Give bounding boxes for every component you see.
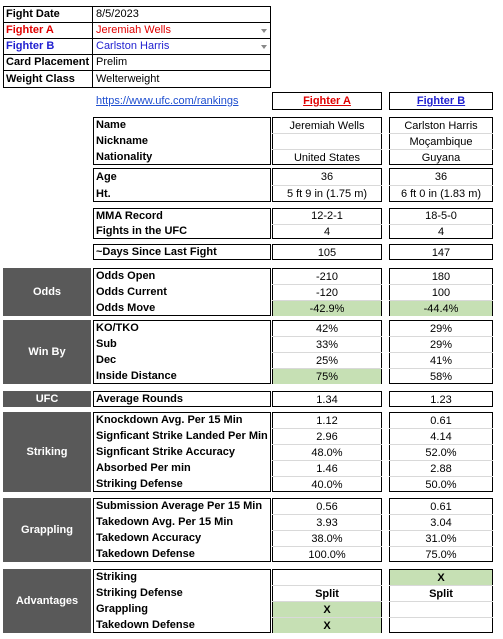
fighter-b-value: 50.0% bbox=[425, 478, 457, 491]
row-divider bbox=[272, 428, 382, 429]
fighter-b-select[interactable] bbox=[93, 38, 271, 54]
fighter-a-value: 105 bbox=[317, 246, 337, 259]
fighter-b-value: 0.61 bbox=[430, 414, 452, 427]
fighter-a-value: 1.46 bbox=[316, 462, 338, 475]
row-divider bbox=[272, 514, 382, 515]
stat-label-takedown-defense: Takedown Defense bbox=[96, 619, 195, 631]
fighter-b-value: 6 ft 0 in (1.83 m) bbox=[400, 188, 482, 200]
row-divider bbox=[389, 284, 493, 285]
row-divider bbox=[272, 133, 382, 134]
fighter-a-value: -120 bbox=[315, 286, 339, 299]
stat-label-striking-defense: Striking Defense bbox=[96, 478, 183, 490]
fighter-b-value: 18-5-0 bbox=[425, 210, 457, 223]
chevron-down-icon[interactable] bbox=[261, 45, 267, 49]
stat-label-odds-open: Odds Open bbox=[96, 270, 156, 282]
rankings-link[interactable]: https://www.ufc.com/rankings bbox=[96, 95, 239, 107]
fighter-b-value: 52.0% bbox=[425, 446, 457, 459]
stat-label-grappling: Grappling bbox=[96, 603, 148, 615]
fighter-b-value: 36 bbox=[434, 171, 448, 183]
fighter-b-value: 1.23 bbox=[430, 393, 452, 406]
stat-label-absorbed-per-min: Absorbed Per min bbox=[96, 462, 191, 474]
row-divider bbox=[272, 530, 382, 531]
fighter-a-value: 48.0% bbox=[311, 446, 343, 459]
row-divider bbox=[389, 514, 493, 515]
row-divider bbox=[389, 444, 493, 445]
stat-label-days-since-last-fight: ~Days Since Last Fight bbox=[96, 246, 217, 258]
fighter-b-value: 3.04 bbox=[430, 516, 452, 529]
row-divider bbox=[389, 352, 493, 353]
row-divider bbox=[389, 428, 493, 429]
row-divider bbox=[272, 546, 382, 547]
fighter-a-value: 42% bbox=[315, 322, 339, 335]
row-divider bbox=[389, 476, 493, 477]
stat-label-signficant-strike-accuracy: Signficant Strike Accuracy bbox=[96, 446, 235, 458]
section-label-ufc: UFC bbox=[3, 391, 91, 407]
fighter-b-value: 0.61 bbox=[430, 500, 452, 513]
fighter-b-value: 41% bbox=[429, 354, 453, 367]
stat-label-dec: Dec bbox=[96, 354, 117, 366]
fighter-a-value: Split bbox=[315, 587, 339, 600]
fighter-b-value: 4 bbox=[437, 225, 445, 238]
row-divider bbox=[389, 460, 493, 461]
fighter-a-value: 0.56 bbox=[316, 500, 338, 513]
fighter-b-header: Fighter B bbox=[416, 95, 466, 107]
stat-label-age: Age bbox=[96, 170, 117, 183]
stat-label-odds-current: Odds Current bbox=[96, 286, 167, 298]
stat-label-odds-move: Odds Move bbox=[96, 302, 156, 314]
row-divider bbox=[389, 336, 493, 337]
stat-label-ko-tko: KO/TKO bbox=[96, 322, 139, 334]
card-placement-value[interactable]: Prelim bbox=[96, 56, 128, 68]
row-divider bbox=[389, 617, 493, 618]
row-divider bbox=[389, 185, 493, 186]
row-divider bbox=[272, 601, 382, 602]
fighter-a-value: -210 bbox=[315, 270, 339, 283]
fighter-a-value: 100.0% bbox=[308, 548, 346, 561]
row-divider bbox=[272, 284, 382, 285]
fighter-a-value: Jeremiah Wells bbox=[96, 24, 171, 36]
section-label-odds: Odds bbox=[3, 268, 91, 316]
row-divider bbox=[272, 336, 382, 337]
fighter-b-value: 29% bbox=[429, 322, 453, 335]
fighter-b-value: 4.14 bbox=[430, 430, 452, 443]
stat-label-ht: Ht. bbox=[96, 187, 111, 200]
fighter-b-value: Split bbox=[429, 587, 453, 600]
row-divider bbox=[389, 530, 493, 531]
stat-label-average-rounds: Average Rounds bbox=[96, 393, 184, 405]
fighter-a-select[interactable] bbox=[93, 22, 271, 38]
fighter-a-value: United States bbox=[293, 151, 361, 164]
stat-label-takedown-accuracy: Takedown Accuracy bbox=[96, 532, 202, 544]
fighter-a-value: X bbox=[273, 602, 381, 617]
fighter-b-label: Fighter B bbox=[6, 40, 55, 52]
row-divider bbox=[389, 133, 493, 134]
stat-label-takedown-defense: Takedown Defense bbox=[96, 548, 195, 560]
section-label-advantages: Advantages bbox=[3, 569, 91, 633]
fight-date-label: Fight Date bbox=[6, 8, 60, 20]
fighter-a-value: -42.9% bbox=[273, 301, 381, 316]
fighter-a-value: Jeremiah Wells bbox=[289, 119, 365, 132]
row-divider bbox=[389, 300, 493, 301]
fighter-a-value: 36 bbox=[320, 171, 334, 183]
stat-label-knockdown-avg-per-15-min: Knockdown Avg. Per 15 Min bbox=[96, 414, 243, 426]
weight-class-label: Weight Class bbox=[6, 73, 75, 85]
stat-label-fights-in-the-ufc: Fights in the UFC bbox=[96, 225, 188, 238]
stat-label-striking: Striking bbox=[96, 571, 137, 583]
fight-date-value[interactable]: 8/5/2023 bbox=[96, 8, 139, 20]
row-divider bbox=[272, 617, 382, 618]
stat-label-mma-record: MMA Record bbox=[96, 209, 163, 222]
stat-label-takedown-avg-per-15-min: Takedown Avg. Per 15 Min bbox=[96, 516, 234, 528]
row-divider bbox=[272, 352, 382, 353]
row-divider bbox=[389, 224, 493, 225]
section-label-grappling: Grappling bbox=[3, 498, 91, 562]
fighter-a-value: 1.34 bbox=[316, 393, 338, 406]
fighter-a-label: Fighter A bbox=[6, 24, 54, 36]
fighter-a-value bbox=[273, 570, 381, 585]
stat-label-nickname: Nickname bbox=[96, 135, 148, 147]
fighter-a-value bbox=[273, 134, 381, 149]
stat-label-name: Name bbox=[96, 119, 126, 131]
row-divider bbox=[272, 149, 382, 150]
fighter-a-value: 2.96 bbox=[316, 430, 338, 443]
fighter-b-value: Carlston Harris bbox=[404, 119, 478, 132]
fighter-b-value: 147 bbox=[431, 246, 451, 259]
fighter-a-value: 38.0% bbox=[311, 532, 343, 545]
fighter-b-value: 2.88 bbox=[430, 462, 452, 475]
fighter-b-value: Guyana bbox=[421, 151, 461, 164]
fighter-b-value: Carlston Harris bbox=[96, 40, 170, 52]
fighter-b-value: 75.0% bbox=[425, 548, 457, 561]
stat-label-signficant-strike-landed-per-min: Signficant Strike Landed Per Min bbox=[96, 430, 268, 442]
weight-class-value[interactable]: Welterweight bbox=[96, 73, 160, 85]
fighter-a-value: 12-2-1 bbox=[311, 210, 343, 223]
fighter-a-header: Fighter A bbox=[303, 95, 351, 107]
stat-label-inside-distance: Inside Distance bbox=[96, 370, 177, 382]
row-divider bbox=[389, 546, 493, 547]
fighter-b-value: 29% bbox=[429, 338, 453, 351]
fighter-b-value: 100 bbox=[431, 286, 451, 299]
card-placement-label: Card Placement bbox=[6, 56, 90, 68]
row-divider bbox=[272, 368, 382, 369]
row-divider bbox=[389, 149, 493, 150]
fighter-b-value bbox=[390, 618, 492, 633]
stat-label-nationality: Nationality bbox=[96, 151, 153, 163]
fighter-a-value: 40.0% bbox=[311, 478, 343, 491]
fighter-b-value: 58% bbox=[429, 370, 453, 383]
row-divider bbox=[389, 601, 493, 602]
row-divider bbox=[272, 476, 382, 477]
fighter-a-value: 33% bbox=[315, 338, 339, 351]
fighter-a-value: 5 ft 9 in (1.75 m) bbox=[286, 188, 368, 200]
fighter-b-value bbox=[390, 602, 492, 617]
fighter-b-value: Moçambique bbox=[409, 135, 473, 148]
stat-label-striking-defense: Striking Defense bbox=[96, 587, 183, 599]
row-divider bbox=[272, 460, 382, 461]
row-divider bbox=[272, 444, 382, 445]
row-divider bbox=[272, 300, 382, 301]
row-divider bbox=[272, 585, 382, 586]
section-label-win-by: Win By bbox=[3, 320, 91, 384]
fighter-a-value: 3.93 bbox=[316, 516, 338, 529]
stat-label-submission-average-per-15-min: Submission Average Per 15 Min bbox=[96, 500, 263, 512]
row-divider bbox=[389, 585, 493, 586]
fighter-a-value: 25% bbox=[315, 354, 339, 367]
fighter-a-value: 4 bbox=[323, 225, 331, 238]
fighter-a-value: 1.12 bbox=[316, 414, 338, 427]
row-divider bbox=[272, 224, 382, 225]
fighter-a-value: X bbox=[273, 618, 381, 633]
fighter-b-value: X bbox=[390, 570, 492, 585]
stat-label-sub: Sub bbox=[96, 338, 117, 350]
section-label-striking: Striking bbox=[3, 412, 91, 492]
fighter-b-value: 180 bbox=[431, 270, 451, 283]
row-divider bbox=[272, 185, 382, 186]
chevron-down-icon[interactable] bbox=[261, 29, 267, 33]
fighter-b-value: -44.4% bbox=[390, 301, 492, 316]
fighter-a-value: 75% bbox=[273, 369, 381, 384]
row-divider bbox=[389, 368, 493, 369]
fighter-b-value: 31.0% bbox=[425, 532, 457, 545]
